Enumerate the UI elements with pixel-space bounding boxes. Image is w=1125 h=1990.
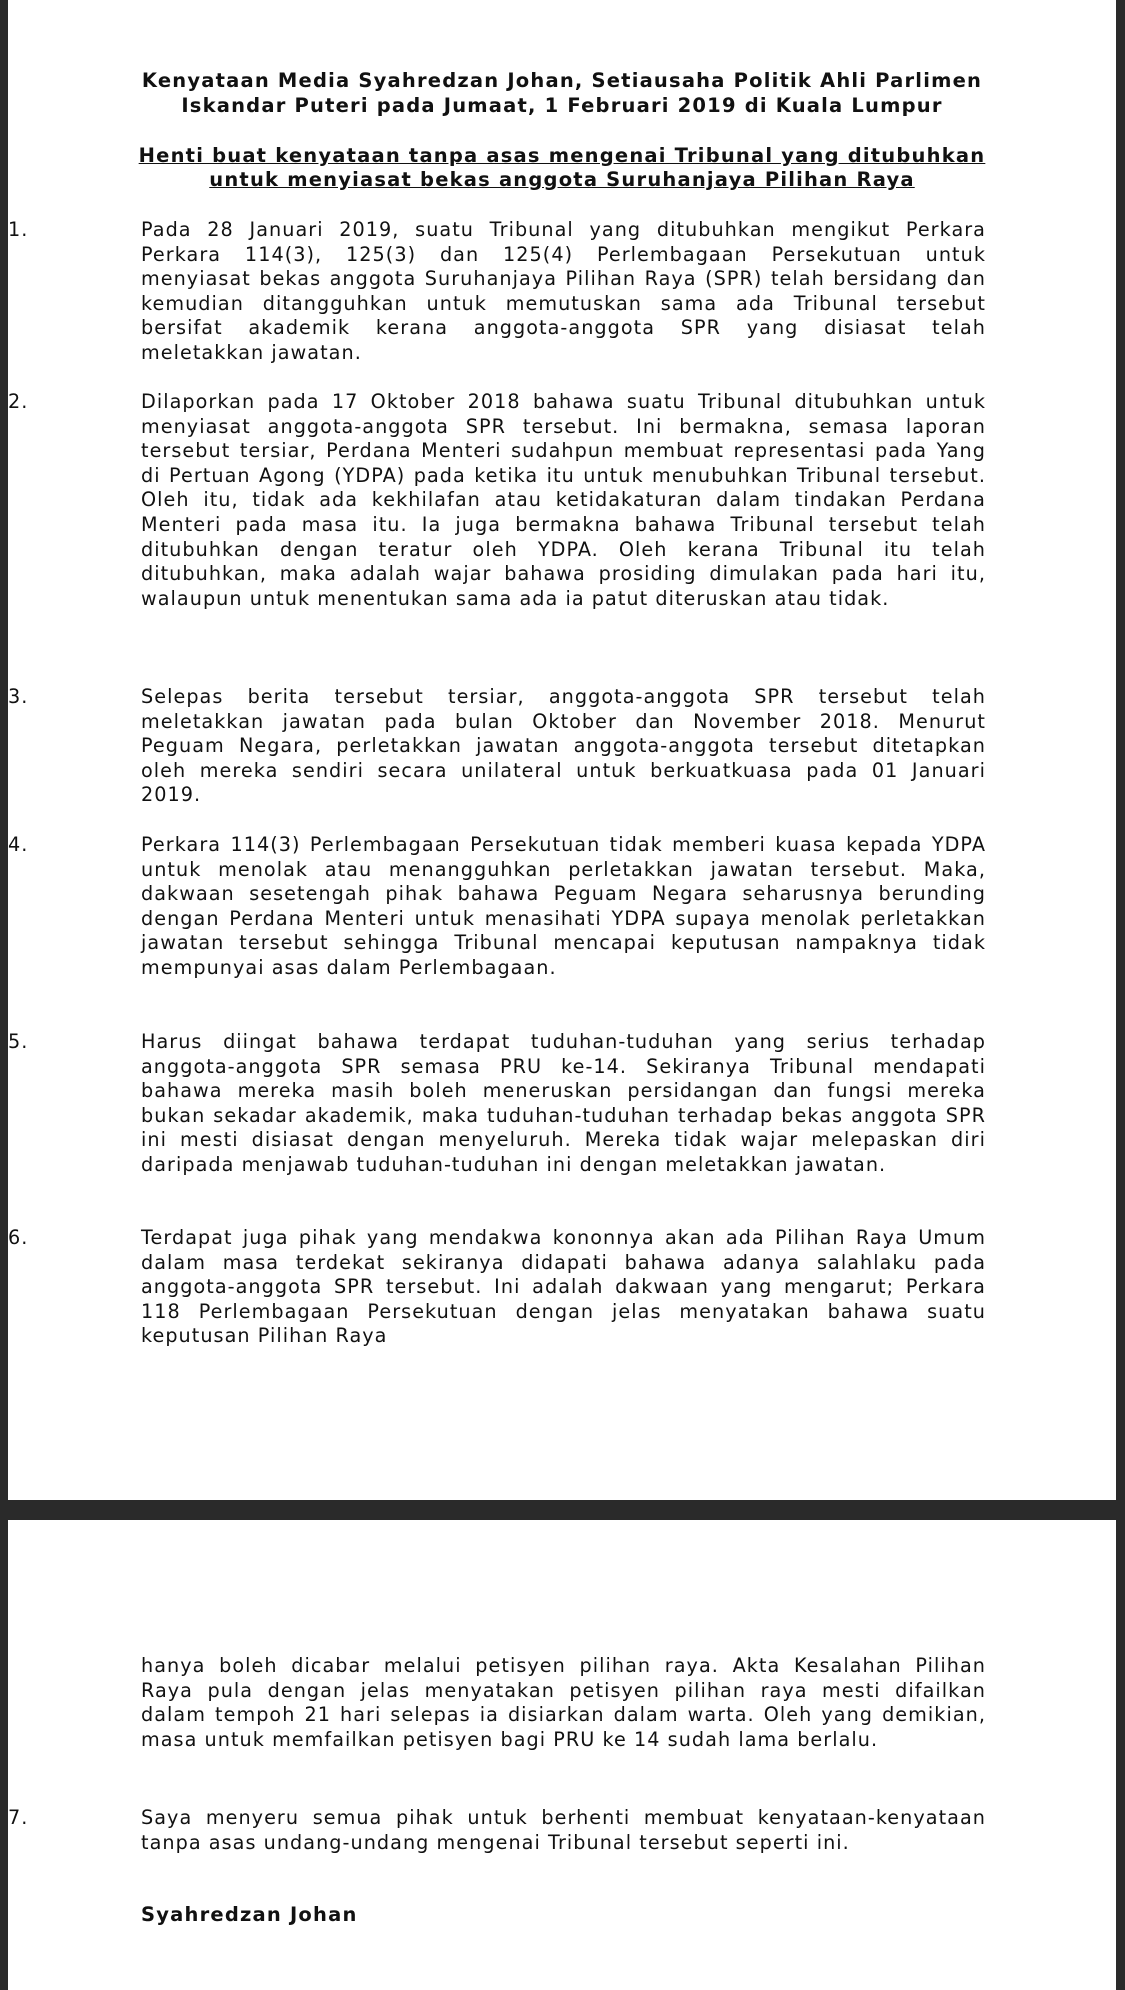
document-page-1 <box>8 0 1116 1500</box>
paragraph-text: Perkara 114(3) Perlembagaan Persekutuan tidak memberi kuasa kepada YDPA untuk menolak atau menangguhkan perletakkan jawatan tersebut. Maka, dakwaan sesetengah pihak bahawa Peguam Negara seharusnya berunding dengan Perdana Menteri untuk menasihati YDPA supaya menolak perletakkan jawatan tersebut sehingga Tribunal mencapai keputusan nampaknya tidak mempunyai asas dalam Perlembagaan. <box>141 833 986 979</box>
paragraph-number: 1. <box>8 218 29 241</box>
signature-name: Syahredzan Johan <box>141 1903 358 1926</box>
paragraph-4 <box>8 833 986 981</box>
paragraph-text: Selepas berita tersebut tersiar, anggota-anggota SPR tersebut telah meletakkan jawatan pada bulan Oktober dan November 2018. Menurut Peguam Negara, perletakkan jawatan anggota-anggota tersebut ditetapkan oleh mereka sendiri secara unilateral untuk berkuatkuasa pada 01 Januari 2019. <box>141 685 986 807</box>
paragraph-2 <box>8 390 986 611</box>
paragraph-text: Saya menyeru semua pihak untuk berhenti membuat kenyataan-kenyataan tanpa asas undang-undang mengenai Tribunal tersebut seperti ini. <box>141 1806 986 1854</box>
paragraph-6 <box>8 1226 986 1349</box>
paragraph-1 <box>8 218 986 366</box>
header-line-2: Iskandar Puteri pada Jumaat, 1 Februari 2019 di Kuala Lumpur <box>181 94 943 117</box>
paragraph-number: 6. <box>8 1226 29 1249</box>
paragraph-7 <box>8 1806 986 1855</box>
paragraph-text: Terdapat juga pihak yang mendakwa kononnya akan ada Pilihan Raya Umum dalam masa terdekat sekiranya didapati bahawa adanya salahlaku pada anggota-anggota SPR tersebut. Ini adalah dakwaan yang mengarut; Perkara 118 Perlembagaan Persekutuan dengan jelas menyatakan bahawa suatu keputusan Pilihan Raya <box>141 1226 986 1348</box>
document-page-2 <box>8 1520 1116 1990</box>
header-line-1: Kenyataan Media Syahredzan Johan, Setiausaha Politik Ahli Parlimen <box>141 69 983 92</box>
paragraph-text: Dilaporkan pada 17 Oktober 2018 bahawa suatu Tribunal ditubuhkan untuk menyiasat anggota-anggota SPR tersebut. Ini bermakna, semasa laporan tersebut tersiar, Perdana Menteri sudahpun membuat representasi pada Yang di Pertuan Agong (YDPA) pada ketika itu untuk menubuhkan Tribunal tersebut. Oleh itu, tidak ada kekhilafan atau ketidakaturan dalam tindakan Perdana Menteri pada masa itu. Ia juga bermakna bahawa Tribunal tersebut telah ditubuhkan dengan teratur oleh YDPA. Oleh kerana Tribunal itu telah ditubuhkan, maka adalah wajar bahawa prosiding dimulakan pada hari itu, walaupun untuk menentukan sama ada ia patut diteruskan atau tidak. <box>141 390 986 610</box>
paragraph-number: 3. <box>8 685 29 708</box>
paragraph-3 <box>8 685 986 808</box>
paragraph-text: hanya boleh dicabar melalui petisyen pilihan raya. Akta Kesalahan Pilihan Raya pula dengan jelas menyatakan petisyen pilihan raya mesti difailkan dalam tempoh 21 hari selepas ia disiarkan dalam warta. Oleh yang demikian, masa untuk memfailkan petisyen bagi PRU ke 14 sudah lama berlalu. <box>141 1654 986 1751</box>
press-statement-header <box>8 68 1116 118</box>
subheading-line-2: untuk menyiasat bekas anggota Suruhanjaya Pilihan Raya <box>209 168 915 191</box>
paragraph-text: Harus diingat bahawa terdapat tuduhan-tuduhan yang serius terhadap anggota-anggota SPR semasa PRU ke-14. Sekiranya Tribunal mendapati bahawa mereka masih boleh meneruskan persidangan dan fungsi mereka bukan sekadar akademik, maka tuduhan-tuduhan terhadap bekas anggota SPR ini mesti disiasat dengan menyeluruh. Mereka tidak wajar melepaskan diri daripada menjawab tuduhan-tuduhan ini dengan meletakkan jawatan. <box>141 1030 986 1176</box>
paragraph-6-continuation <box>141 1654 986 1752</box>
statement-subheading <box>8 144 1116 192</box>
paragraph-number: 5. <box>8 1030 29 1053</box>
paragraph-5 <box>8 1030 986 1178</box>
paragraph-number: 7. <box>8 1806 29 1829</box>
subheading-line-1: Henti buat kenyataan tanpa asas mengenai Tribunal yang ditubuhkan <box>138 144 986 167</box>
paragraph-number: 4. <box>8 833 29 856</box>
paragraph-number: 2. <box>8 390 29 413</box>
paragraph-text: Pada 28 Januari 2019, suatu Tribunal yang ditubuhkan mengikut Perkara Perkara 114(3), 125(3) dan 125(4) Perlembagaan Persekutuan untuk menyiasat bekas anggota Suruhanjaya Pilihan Raya (SPR) telah bersidang dan kemudian ditangguhkan untuk memutuskan sama ada Tribunal tersebut bersifat akademik kerana anggota-anggota SPR yang disiasat telah meletakkan jawatan. <box>141 218 986 364</box>
